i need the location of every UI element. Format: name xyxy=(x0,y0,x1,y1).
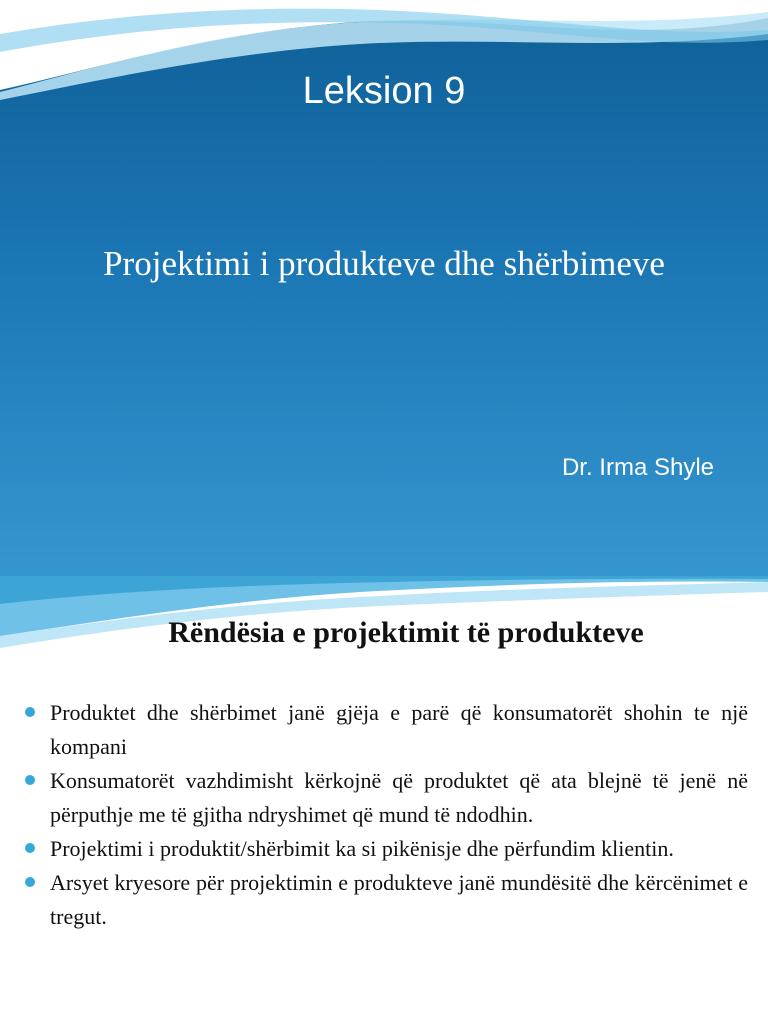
bullet-icon xyxy=(25,877,35,887)
list-item xyxy=(24,764,748,832)
list-item xyxy=(24,696,748,764)
bullet-text: Produktet dhe shërbimet janë gjëja e parë që konsumatorët shohin te një kompani xyxy=(50,700,748,759)
bullet-text: Projektimi i produktit/shërbimit ka si pikënisje dhe përfundim klientin. xyxy=(50,836,674,861)
bullet-list xyxy=(24,696,748,934)
bullet-icon xyxy=(25,843,35,853)
bullet-icon xyxy=(25,775,35,785)
slide-heading: Rëndësia e projektimit të produkteve xyxy=(168,616,644,649)
list-item xyxy=(24,866,748,934)
bullet-text: Konsumatorët vazhdimisht kërkojnë që produktet që ata blejnë të jenë në përputhje me të gjitha ndryshimet që mund të ndodhin. xyxy=(50,768,748,827)
bullet-icon xyxy=(25,707,35,717)
slide-title: Leksion 9 xyxy=(302,70,466,112)
author-name: Dr. Irma Shyle xyxy=(561,454,714,481)
list-item xyxy=(24,832,748,866)
content-slide xyxy=(0,576,768,1024)
bullet-text: Arsyet kryesore për projektimin e produkteve janë mundësitë dhe kërcënimet e tregut. xyxy=(50,870,748,929)
slide-subtitle: Projektimi i produkteve dhe shërbimeve xyxy=(103,244,665,283)
